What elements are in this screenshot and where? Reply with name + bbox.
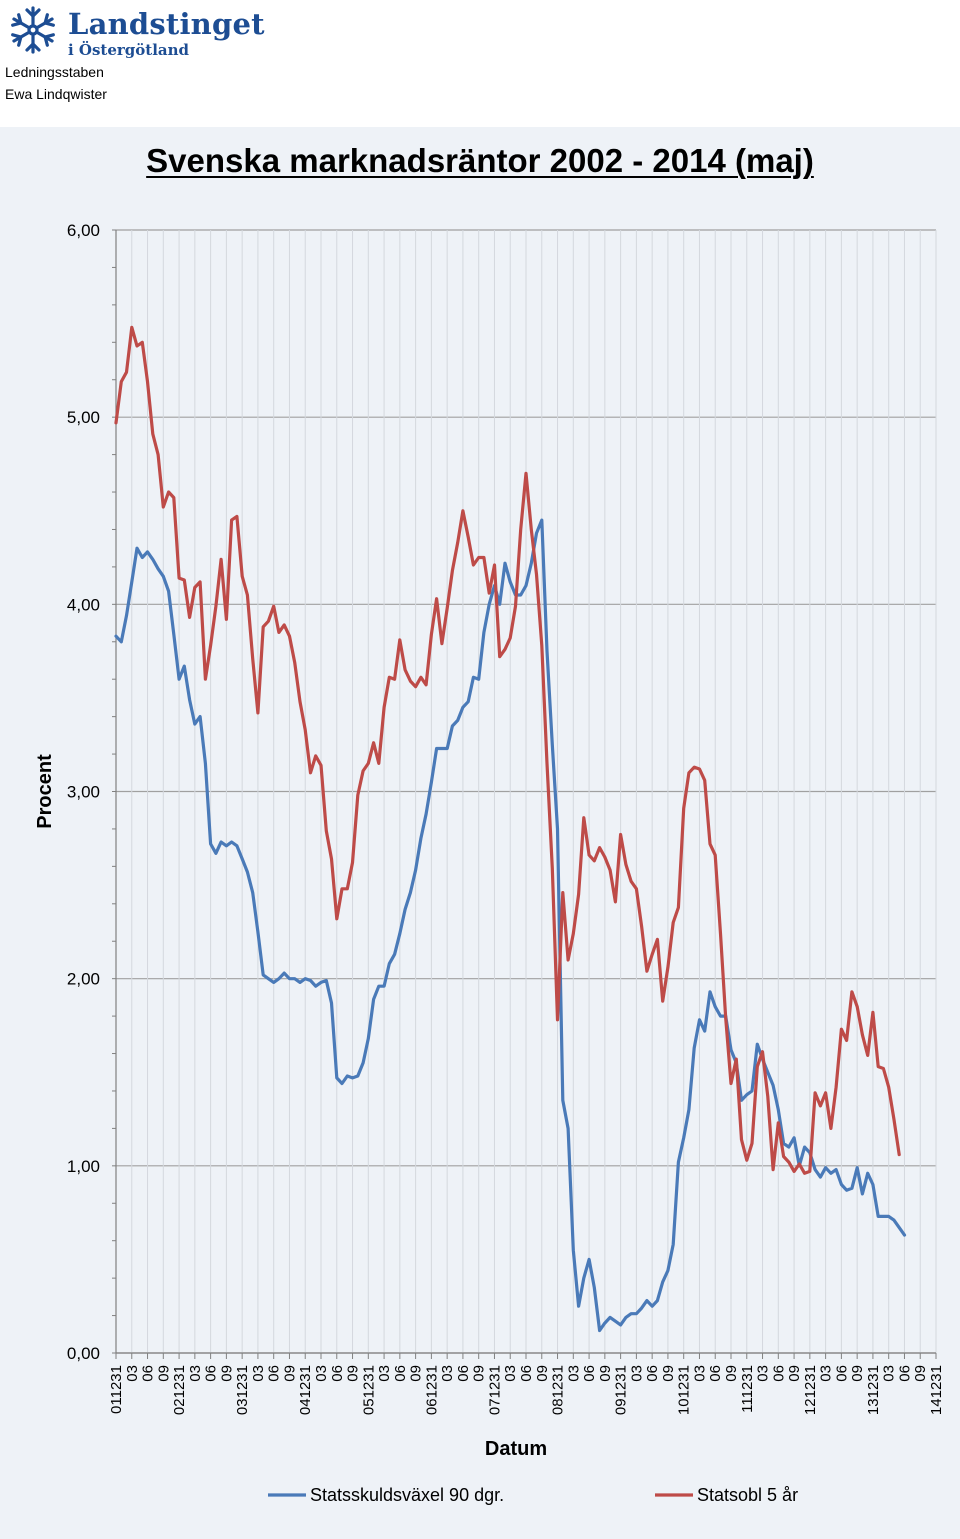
y-tick-label: 3,00	[66, 782, 100, 802]
x-tick-label: 09	[723, 1365, 740, 1382]
x-tick-label: 091231	[612, 1365, 630, 1416]
y-tick-label: 1,00	[66, 1156, 100, 1176]
series-line-statsobl	[116, 327, 899, 1173]
x-tick-label: 011231	[108, 1365, 125, 1414]
x-tick-label: 03	[502, 1365, 520, 1382]
x-tick-label: 051231	[360, 1365, 378, 1416]
x-tick-label: 111231	[738, 1365, 756, 1413]
x-tick-label: 03	[186, 1365, 204, 1382]
x-tick-label: 09	[407, 1365, 425, 1382]
x-tick-label: 09	[596, 1365, 614, 1382]
x-tick-label: 09	[470, 1365, 488, 1382]
x-tick-label: 09	[849, 1365, 867, 1382]
x-tick-label: 03	[754, 1365, 772, 1382]
x-tick-label: 06	[707, 1365, 725, 1382]
department-label: Ledningsstaben	[5, 64, 104, 80]
legend-label: Statsskuldsväxel 90 dgr.	[310, 1485, 505, 1505]
x-tick-label: 09	[218, 1365, 236, 1382]
x-tick-label: 041231	[297, 1365, 315, 1416]
x-tick-label: 06	[833, 1365, 851, 1382]
x-tick-label: 121231	[801, 1365, 819, 1416]
x-tick-label: 141231	[928, 1365, 945, 1416]
x-tick-label: 03	[123, 1365, 141, 1382]
legend	[268, 1485, 798, 1505]
x-tick-label: 06	[770, 1365, 788, 1382]
y-tick-label: 6,00	[66, 221, 100, 240]
x-tick-label: 06	[518, 1365, 535, 1382]
legend-label: Statsobl 5 år	[697, 1485, 799, 1505]
x-axis-title: Datum	[484, 1438, 548, 1460]
x-tick-label: 031231	[234, 1365, 252, 1416]
x-tick-label: 06	[896, 1365, 914, 1382]
x-tick-label: 03	[880, 1365, 898, 1382]
x-tick-label: 03	[249, 1365, 267, 1382]
x-tick-label: 06	[454, 1365, 472, 1382]
x-tick-label: 06	[202, 1365, 220, 1382]
x-tick-label: 101231	[675, 1365, 693, 1416]
x-tick-label: 09	[912, 1365, 930, 1382]
x-tick-label: 021231	[171, 1365, 189, 1416]
x-tick-label: 03	[817, 1365, 835, 1382]
x-tick-label: 081231	[549, 1365, 567, 1416]
x-tick-label: 09	[344, 1365, 362, 1382]
chart-title: Svenska marknadsräntor 2002 - 2014 (maj)	[146, 142, 814, 179]
x-tick-label: 03	[439, 1365, 457, 1382]
logo-name: Landstinget	[68, 7, 265, 41]
y-tick-label: 0,00	[66, 1344, 100, 1363]
x-tick-label: 06	[139, 1365, 157, 1382]
x-tick-label: 06	[265, 1365, 283, 1382]
x-tick-label: 09	[281, 1365, 299, 1382]
gridlines	[116, 230, 936, 1353]
x-tick-label: 09	[155, 1365, 173, 1382]
y-axis-title: Procent	[34, 754, 56, 829]
x-tick-label: 131231	[864, 1365, 882, 1416]
x-tick-label: 09	[659, 1365, 677, 1382]
x-tick-label: 06	[328, 1365, 346, 1382]
x-tick-label: 06	[581, 1365, 599, 1382]
author-label: Ewa Lindqwister	[5, 86, 107, 102]
y-tick-label: 2,00	[66, 969, 100, 989]
x-tick-label: 09	[533, 1365, 551, 1382]
x-tick-label: 03	[691, 1365, 709, 1382]
logo-region: i Östergötland	[68, 41, 190, 59]
x-tick-label: 071231	[486, 1365, 504, 1416]
x-tick-label: 03	[565, 1365, 583, 1382]
axes	[67, 221, 945, 1415]
y-tick-label: 4,00	[66, 595, 100, 615]
y-tick-label: 5,00	[66, 408, 100, 428]
x-tick-label: 03	[313, 1365, 330, 1382]
x-tick-label: 06	[391, 1365, 409, 1382]
x-tick-label: 06	[644, 1365, 662, 1382]
x-tick-label: 061231	[423, 1365, 441, 1416]
x-tick-label: 09	[786, 1365, 804, 1382]
x-tick-label: 03	[628, 1365, 646, 1382]
x-tick-label: 03	[376, 1365, 394, 1382]
